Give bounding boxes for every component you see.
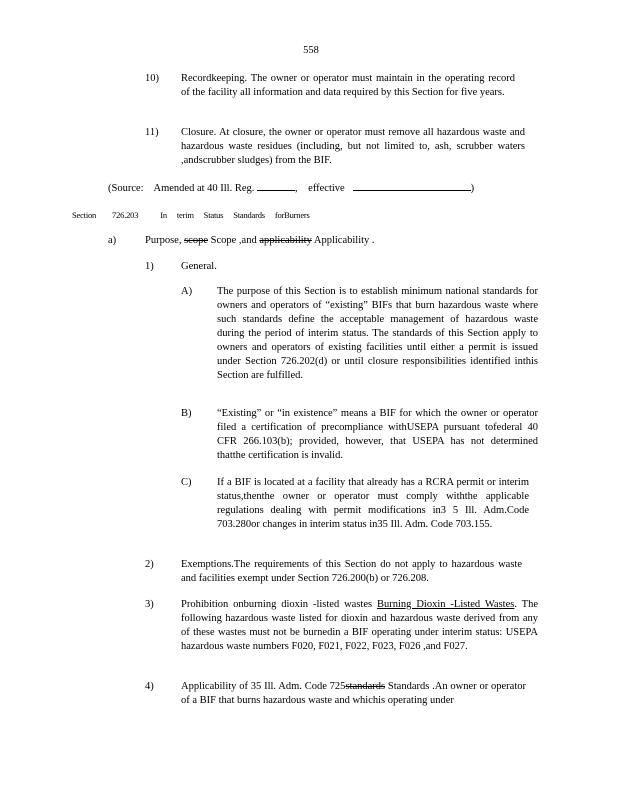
general-C-text: If a BIF is located at a facility that already has a RCRA permit or interim status,thenthe owner or operator must comply withthe applicable regulations dealing with permit modifications in3 5 Ill. Adm.Code 703.280or changes in interim status in35 Ill. Adm. Code 703.155. (217, 477, 529, 530)
source-blank-date (353, 180, 471, 191)
item-11-title: Closure. (181, 127, 217, 138)
general-number: 1) (145, 261, 154, 272)
applicability-number: 4) (145, 681, 154, 692)
applicability-struck: standards (345, 681, 386, 692)
item-11-text (181, 126, 525, 168)
a-struck-scope: scope (184, 235, 209, 246)
subsection-a-title (145, 234, 375, 248)
page-number: 558 (303, 45, 319, 56)
a-suffix: Applicability . (313, 235, 375, 246)
source-open: (Source: (108, 183, 144, 194)
item-11-body: At closure, the owner or operator must remove all hazardous waste and hazardous waste residues (including, but not limited to, ash, scrubber waters ,andscrubber sludges) from the BIF. (181, 127, 525, 166)
item-10-body: The owner or operator must maintain in the operating record of the facility all information and data required by this Section for five years. (181, 73, 516, 98)
a-struck-applicability: applicability (259, 235, 312, 246)
prohibition-text (181, 598, 538, 654)
source-effective: effective (308, 183, 345, 194)
source-blank-register (257, 180, 295, 191)
prohibition-underlined: Burning Dioxin -Listed Wastes (377, 599, 515, 610)
exemptions-text: Exemptions.The requirements of this Section do not apply to hazardous waste and facilities exempt under Section 726.200(b) or 726.208. (181, 559, 522, 584)
general-B-text: “Existing” or “in existence” means a BIF for which the owner or operator filed a certification of precompliance withUSEPA pursuant tofederal 40 CFR 266.103(b); provided, however, that USEPA has not determined thatthe certification is invalid. (217, 408, 538, 461)
source-line (108, 180, 474, 196)
a-prefix: Purpose, (145, 235, 182, 246)
exemptions-number: 2) (145, 559, 154, 570)
prohibition-rest: . The following hazardous waste listed for dioxin and hazardous waste derived from any of these wastes must not be burnedin a BIF operating under interim status: USEPA hazardous waste numbers F020, F021, F022, F023, F026 ,and F027. (181, 599, 539, 652)
source-amended: Amended at 40 Ill. Reg. (153, 183, 255, 194)
general-C-number: C) (181, 477, 192, 488)
general-A-number: A) (181, 286, 193, 297)
general-A-text: The purpose of this Section is to establish minimum national standards for owners and operators of “existing” BIFs that burn hazardous waste where such standards define the acceptable management of hazardous waste during the period of interim status. The standards of this Section apply to owners and operators of existing facilities until either a permit is issued under Section 726.202(d) or until closure responsibilities identified inthis Section are fulfilled. (217, 286, 538, 381)
applicability-rest: Standards .An owner or operator of a BIF that burns hazardous waste and whichis operating under (181, 681, 526, 706)
item-10-number: 10) (145, 73, 159, 84)
applicability-prefix: Applicability of 35 Ill. Adm. Code 725 (181, 681, 346, 692)
source-comma: , (295, 183, 298, 194)
section-number: 726.203 (112, 210, 139, 220)
item-11-number: 11) (145, 127, 159, 138)
prohibition-prefix: Prohibition onburning dioxin -listed wastes (181, 599, 373, 610)
item-10-text (181, 72, 515, 100)
section-heading (72, 208, 310, 222)
source-close: ) (470, 183, 475, 194)
a-mid: Scope ,and (210, 235, 257, 246)
section-title: In terim Status Standards forBurners (160, 210, 310, 220)
prohibition-number: 3) (145, 599, 154, 610)
applicability-text (181, 680, 526, 708)
general-B-number: B) (181, 408, 192, 419)
general-label: General. (181, 261, 217, 272)
item-10-title: Recordkeeping. (181, 73, 248, 84)
subsection-a-number: a) (108, 235, 117, 246)
section-label: Section (72, 210, 97, 220)
